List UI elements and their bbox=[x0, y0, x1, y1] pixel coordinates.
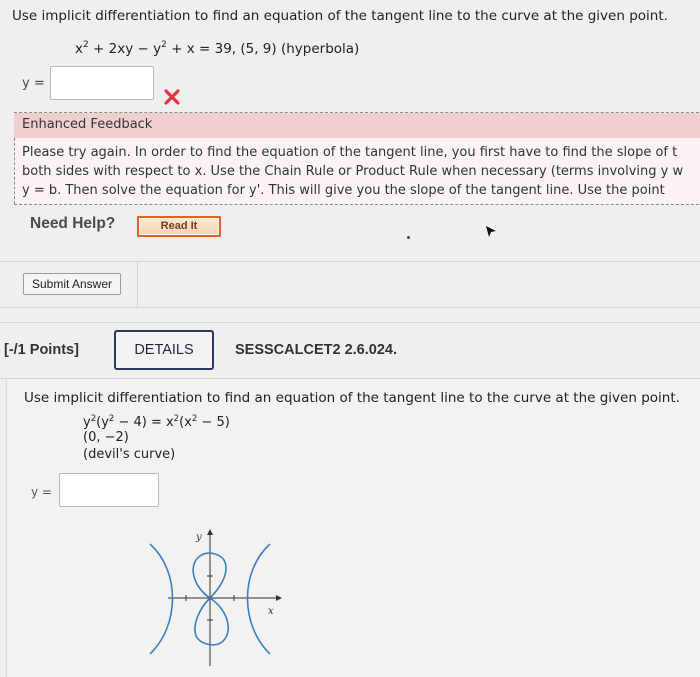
curve-lower-lobe bbox=[195, 598, 228, 645]
dot-mark bbox=[407, 236, 410, 239]
feedback-text-line: both sides with respect to x. Use the Chain Rule or Product Rule when necessary (terms involving y w bbox=[22, 164, 684, 179]
x-axis-label: x bbox=[268, 606, 274, 617]
question-equation: $y^2(y^2 - 4) = x^2(x^2 - 5)$ bbox=[83, 414, 230, 430]
need-help-label: Need Help? bbox=[30, 215, 116, 232]
wrong-x-icon bbox=[163, 88, 181, 106]
divider bbox=[0, 307, 700, 308]
feedback-divider bbox=[14, 204, 700, 205]
divider bbox=[0, 322, 700, 323]
submit-answer-button[interactable]: Submit Answer bbox=[23, 273, 121, 295]
course-code: SESSCALCET2 2.6.024. bbox=[235, 342, 397, 358]
y-axis-arrow bbox=[207, 529, 213, 535]
feedback-title: Enhanced Feedback bbox=[22, 117, 153, 132]
question-prompt: Use implicit differentiation to find an equation of the tangent line to the curve at the given point. bbox=[12, 8, 668, 24]
question-equation: $x^2 + 2xy - y^2 + x = 39$, (5, 9) (hyperbola) bbox=[75, 40, 360, 57]
mouse-cursor-icon bbox=[484, 224, 498, 240]
given-point: (0, −2) bbox=[83, 430, 129, 445]
details-button[interactable]: DETAILS bbox=[114, 330, 214, 370]
curve-name: (devil's curve) bbox=[83, 447, 176, 462]
curve-right-branch bbox=[248, 544, 271, 654]
feedback-divider bbox=[14, 112, 700, 113]
answer-input[interactable] bbox=[59, 473, 159, 507]
submit-side-panel bbox=[137, 261, 700, 307]
answer-input[interactable] bbox=[50, 66, 154, 100]
curve-left-branch bbox=[150, 544, 173, 654]
x-axis-arrow bbox=[276, 595, 282, 601]
y-axis-label: y bbox=[196, 532, 202, 543]
read-it-button[interactable]: Read It bbox=[137, 216, 221, 237]
devils-curve-graph bbox=[130, 526, 300, 671]
points-label: [-/1 Points] bbox=[4, 342, 79, 358]
answer-label: y = bbox=[31, 485, 52, 499]
answer-label: y = bbox=[22, 76, 45, 91]
question-prompt: Use implicit differentiation to find an equation of the tangent line to the curve at the given point. bbox=[24, 390, 680, 406]
feedback-text-line: y = b. Then solve the equation for y'. This will give you the slope of the tangent line. Use the point bbox=[22, 183, 665, 198]
feedback-text-line: Please try again. In order to find the equation of the tangent line, you first have to find the slope of t bbox=[22, 145, 678, 160]
